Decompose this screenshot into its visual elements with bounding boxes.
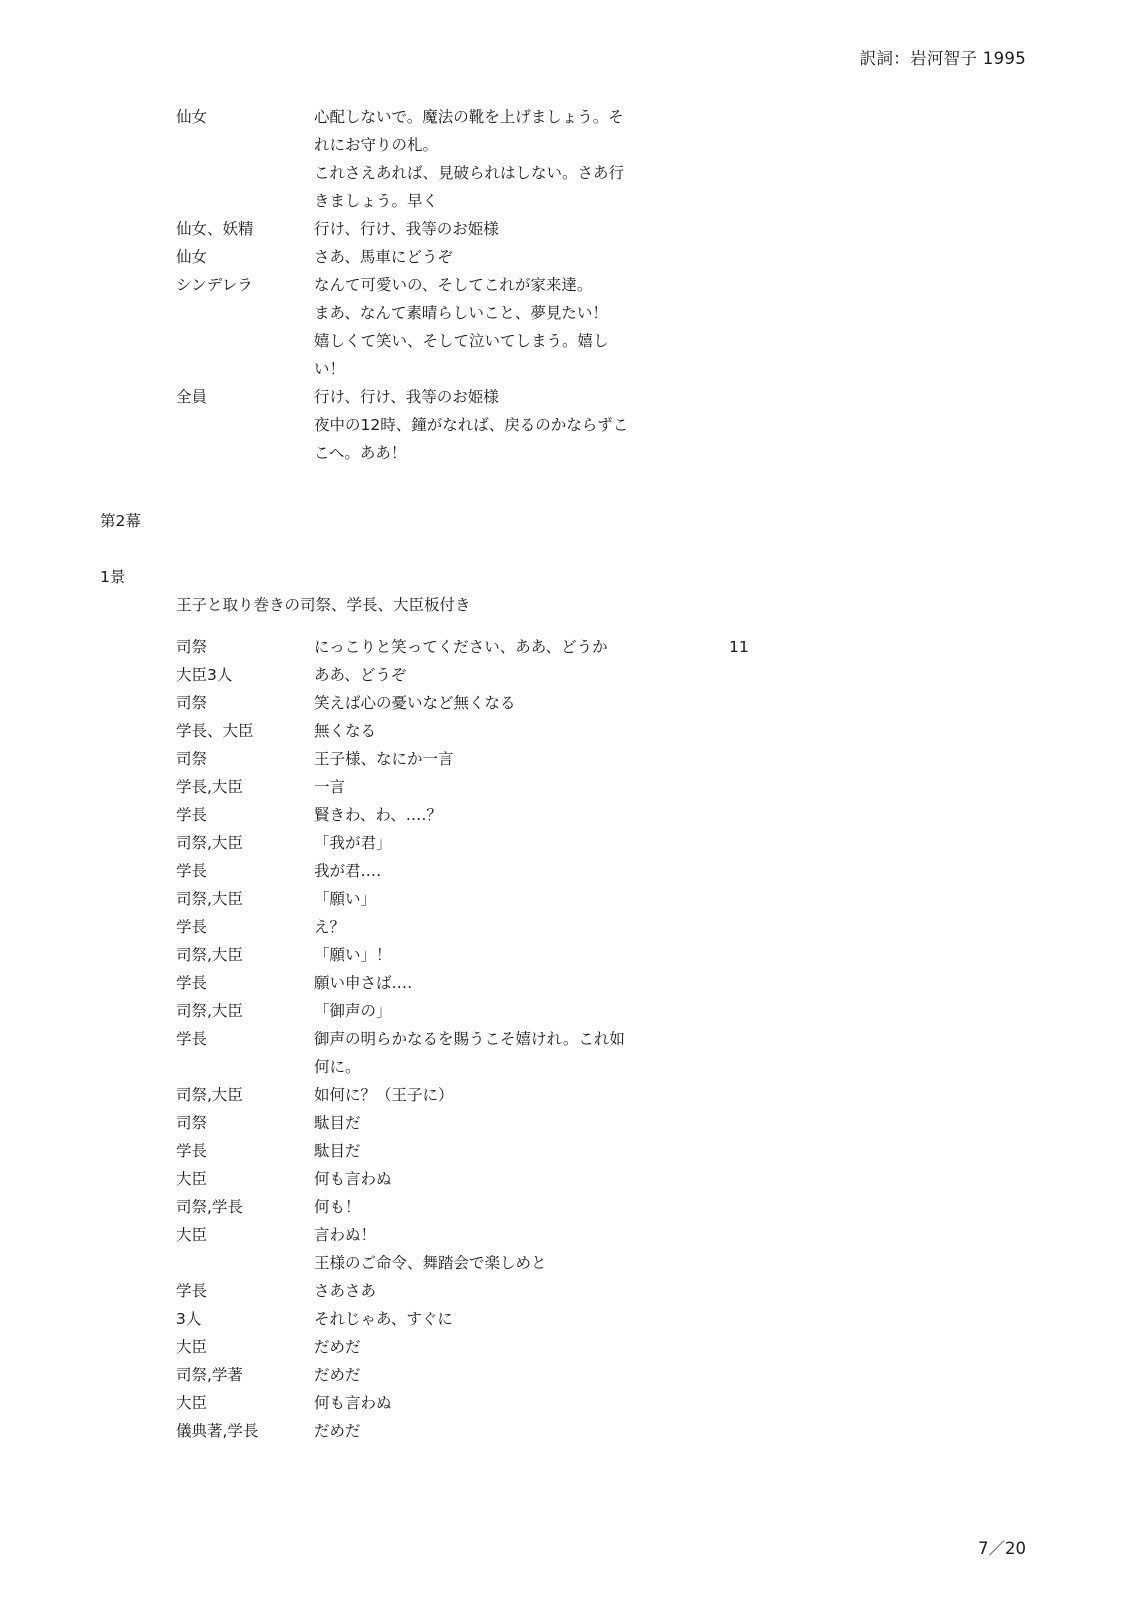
dialogue-text: 願い申さば‥‥ (314, 974, 413, 992)
dialogue-line (176, 1137, 776, 1165)
act-heading: 第2幕 (100, 512, 141, 530)
speaker-name: 学長 (176, 806, 208, 824)
dialogue-text: 行け、行け、我等のお姫様 (314, 220, 499, 238)
dialogue-line (176, 717, 776, 745)
dialogue-line (176, 745, 776, 773)
dialogue-text: 賢きわ、わ、‥‥？ (314, 806, 442, 824)
dialogue-line (176, 941, 776, 969)
dialogue-text: 駄目だ (314, 1114, 361, 1132)
speaker-name: 仙女、妖精 (176, 220, 254, 238)
dialogue-text: 一言 (314, 778, 346, 796)
dialogue-line (176, 661, 776, 689)
dialogue-line (176, 997, 776, 1025)
dialogue-text: 何も！ (314, 1198, 361, 1216)
speaker-name: 仙女 (176, 248, 208, 266)
speaker-name: 儀典著,学長 (176, 1422, 259, 1440)
dialogue-line (176, 243, 776, 271)
speaker-name: 3人 (176, 1310, 202, 1328)
dialogue-text: 「御声の」 (314, 1002, 392, 1020)
dialogue-text: 行け、行け、我等のお姫様 夜中の12時、鐘がなれば、戻るのかならずこ こへ。ああ！ (314, 388, 629, 462)
speaker-name: 学長 (176, 918, 208, 936)
dialogue-line (176, 1333, 776, 1361)
dialogue-line (176, 1389, 776, 1417)
dialogue-text: 王子様、なにか一言 (314, 750, 454, 768)
dialogue-text: さあ、馬車にどうぞ (314, 248, 453, 266)
dialogue-text: 何も言わぬ (314, 1394, 392, 1412)
dialogue-text: 「我が君」 (314, 834, 392, 852)
dialogue-text: 御声の明らかなるを賜うこそ嬉けれ。これ如 何に。 (314, 1030, 625, 1076)
speaker-name: 学長 (176, 1030, 208, 1048)
dialogue-text: 心配しないで。魔法の靴を上げましょう。そ れにお守りの札。 これさえあれば、見破られはしない。さあ行 きましょう。早く (314, 108, 625, 210)
dialogue-text: だめだ (314, 1366, 361, 1384)
dialogue-line (176, 1165, 776, 1193)
stage-direction: 王子と取り巻きの司祭、学長、大臣板付き (176, 596, 471, 614)
speaker-name: 司祭 (176, 750, 208, 768)
dialogue-line (176, 885, 776, 913)
speaker-name: シンデレラ (176, 276, 253, 294)
speaker-name: 学長 (176, 1142, 208, 1160)
dialogue-line (176, 1361, 776, 1389)
speaker-name: 司祭 (176, 638, 208, 656)
dialogue-text: 如何に？（王子に） (314, 1086, 454, 1104)
dialogue-line (176, 215, 776, 243)
speaker-name: 司祭,大臣 (176, 890, 243, 908)
dialogue-text: なんて可愛いの、そしてこれが家来達。 まあ、なんて素晴らしいこと、夢見たい！ 嬉しくて笑い、そして泣いてしまう。嬉し い！ (314, 276, 609, 378)
speaker-name: 司祭,大臣 (176, 946, 243, 964)
dialogue-line (176, 1025, 776, 1081)
scene-heading: 1景 (100, 568, 126, 586)
dialogue-text: 笑えば心の憂いなど無くなる (314, 694, 516, 712)
dialogue-line (176, 1193, 776, 1221)
speaker-name: 学長,大臣 (176, 778, 243, 796)
speaker-name: 司祭,学長 (176, 1198, 243, 1216)
music-cue-number: 11 (729, 638, 749, 656)
dialogue-line (176, 1277, 776, 1305)
speaker-name: 司祭 (176, 694, 208, 712)
translator-credit: 訳詞：岩河智子 1995 (859, 49, 1026, 68)
dialogue-line (176, 857, 776, 885)
speaker-name: 大臣 (176, 1394, 208, 1412)
dialogue-line (176, 773, 776, 801)
speaker-name: 司祭,学著 (176, 1366, 243, 1384)
speaker-name: 学長 (176, 974, 208, 992)
speaker-name: 司祭,大臣 (176, 1086, 243, 1104)
speaker-name: 学長 (176, 1282, 208, 1300)
speaker-name: 司祭 (176, 1114, 208, 1132)
dialogue-line (176, 633, 776, 661)
speaker-name: 全員 (176, 388, 208, 406)
dialogue-text: 無くなる (314, 722, 377, 740)
speaker-name: 大臣 (176, 1226, 208, 1244)
dialogue-line (176, 1081, 776, 1109)
dialogue-text: 「願い」！ (314, 946, 392, 964)
speaker-name: 大臣3人 (176, 666, 233, 684)
dialogue-text: 言わぬ！ 王様のご命令、舞踏会で楽しめと (314, 1226, 547, 1272)
speaker-name: 仙女 (176, 108, 208, 126)
dialogue-line (176, 829, 776, 857)
dialogue-section-1 (176, 103, 776, 467)
dialogue-line (176, 1305, 776, 1333)
dialogue-line (176, 383, 776, 467)
speaker-name: 大臣 (176, 1170, 208, 1188)
dialogue-line (176, 1109, 776, 1137)
dialogue-text: 駄目だ (314, 1142, 361, 1160)
dialogue-text: 「願い」 (314, 890, 377, 908)
speaker-name: 司祭,大臣 (176, 834, 243, 852)
speaker-name: 学長、大臣 (176, 722, 254, 740)
dialogue-line (176, 689, 776, 717)
dialogue-line (176, 969, 776, 997)
dialogue-section-2 (176, 633, 776, 1445)
dialogue-line (176, 103, 776, 215)
dialogue-text: さあさあ (314, 1282, 377, 1300)
dialogue-text: それじゃあ、すぐに (314, 1310, 453, 1328)
dialogue-line (176, 913, 776, 941)
speaker-name: 司祭,大臣 (176, 1002, 243, 1020)
dialogue-text: だめだ (314, 1422, 361, 1440)
speaker-name: 学長 (176, 862, 208, 880)
dialogue-text: にっこりと笑ってください、ああ、どうか (314, 638, 608, 656)
dialogue-line (176, 271, 776, 383)
dialogue-text: 何も言わぬ (314, 1170, 392, 1188)
dialogue-line (176, 1221, 776, 1277)
page-number: 7／20 (978, 1539, 1026, 1558)
dialogue-line (176, 801, 776, 829)
dialogue-text: ああ、どうぞ (314, 666, 407, 684)
dialogue-text: 我が君‥‥ (314, 862, 382, 880)
dialogue-line (176, 1417, 776, 1445)
speaker-name: 大臣 (176, 1338, 208, 1356)
dialogue-text: え？ (314, 918, 346, 936)
dialogue-text: だめだ (314, 1338, 361, 1356)
